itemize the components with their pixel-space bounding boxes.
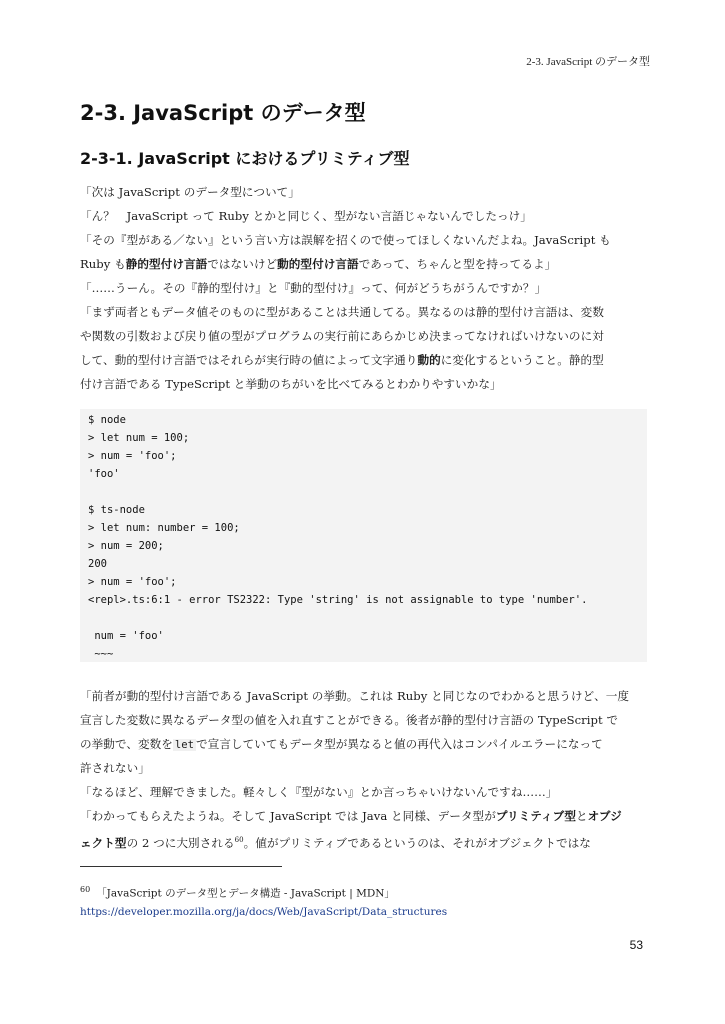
dialogue-line	[80, 732, 660, 756]
code-line: 'foo'	[88, 468, 120, 480]
section-title: 2-3. JavaScript のデータ型	[80, 101, 366, 125]
code-line: $ node	[88, 414, 126, 426]
dialogue-line: 「次は JavaScript のデータ型について」	[80, 185, 300, 199]
text-run: 「わかってもらえたようね。そして JavaScript では Java と同様、データ型が	[80, 809, 496, 823]
bold-term: 静的型付け言語	[125, 257, 208, 271]
footnote-link[interactable]: https://developer.mozilla.org/ja/docs/Web/JavaScript/Data_structures	[80, 905, 448, 918]
dialogue-line: や関数の引数および戻り値の型がプログラムの実行前にあらかじめ決まってなければいけないのに対	[80, 329, 604, 343]
dialogue-line: 付け言語である TypeScript と挙動のちがいを比べてみるとわかりやすいかな」	[80, 377, 502, 391]
footnote-divider	[80, 866, 282, 867]
dialogue-line: 宣言した変数に異なるデータ型の値を入れ直すことができる。後者が静的型付け言語の TypeScript で	[80, 713, 619, 727]
text-run: で宣言していてもデータ型が異なると値の再代入はコンパイルエラーになって	[196, 737, 603, 751]
footnote	[80, 881, 660, 921]
text-run: であって、ちゃんと型を持ってるよ」	[358, 257, 557, 271]
dialogue-line: 許されない」	[80, 761, 150, 775]
text-run: 。値がプリミティブであるというのは、それがオブジェクトではな	[243, 835, 591, 850]
dialogue-line	[80, 828, 660, 852]
dialogue-line	[80, 348, 660, 372]
code-line: 200	[88, 558, 107, 570]
dialogue-line: 「その『型がある／ない』という言い方は誤解を招くので使ってほしくないんだよね。JavaScript も	[80, 233, 611, 247]
dialogue-line: 「前者が動的型付け言語である JavaScript の挙動。これは Ruby と同じなのでわかると思うけど、一度	[80, 689, 630, 703]
code-line: ~~~	[88, 648, 114, 660]
dialogue-block-1	[80, 180, 660, 396]
code-line: > num = 'foo';	[88, 450, 177, 462]
bold-term: 動的	[417, 353, 441, 367]
code-line: > num = 200;	[88, 540, 164, 552]
dialogue-line	[80, 804, 660, 828]
code-line: $ ts-node	[88, 504, 145, 516]
inline-code-let: let	[174, 739, 195, 751]
running-header: 2-3. JavaScript のデータ型	[526, 56, 650, 68]
code-line: > num = 'foo';	[88, 576, 177, 588]
subsection-title: 2-3-1. JavaScript におけるプリミティブ型	[80, 149, 410, 168]
code-line: > let num: number = 100;	[88, 522, 240, 534]
bold-term: オブジ	[587, 809, 622, 823]
bold-term: プリミティブ型	[495, 809, 576, 823]
dialogue-line: 「まず両者ともデータ値そのものに型があることは共通してる。異なるのは静的型付け言語は、変数	[80, 305, 604, 319]
text-run: に変化するということ。静的型	[440, 353, 604, 367]
code-block	[80, 409, 647, 662]
dialogue-block-2	[80, 684, 660, 852]
bold-term: ェクト型	[80, 835, 127, 850]
footnote-number: 60	[80, 885, 91, 894]
text-run: ではないけど	[207, 257, 278, 271]
text-run: Ruby も	[80, 257, 126, 271]
page-number: 53	[629, 938, 643, 952]
text-run: の挙動で、変数を	[80, 737, 173, 751]
text-run: の 2 つに大別される	[126, 835, 235, 850]
text-run: と	[575, 809, 588, 823]
dialogue-line: 「なるほど、理解できました。軽々しく『型がない』とか言っちゃいけないんですね……」	[80, 785, 558, 799]
dialogue-line: 「……うーん。その『静的型付け』と『動的型付け』って、何がどうちがうんですか？」	[80, 281, 547, 295]
dialogue-line	[80, 252, 660, 276]
code-line: <repl>.ts:6:1 - error TS2322: Type 'string' is not assignable to type 'number'.	[88, 594, 588, 606]
footnote-text: 「JavaScript のデータ型とデータ構造 - JavaScript | MDN」	[96, 887, 395, 900]
dialogue-line: 「ん？ JavaScript って Ruby とかと同じく、型がない言語じゃないんでしたっけ」	[80, 209, 532, 223]
footnote-line	[80, 881, 660, 903]
bold-term: 動的型付け言語	[277, 257, 359, 271]
code-line: > let num = 100;	[88, 432, 190, 444]
code-line: num = 'foo'	[88, 630, 164, 642]
text-run: して、動的型付け言語ではそれらが実行時の値によって文字通り	[80, 353, 418, 367]
footnote-ref[interactable]: 60	[234, 836, 244, 844]
